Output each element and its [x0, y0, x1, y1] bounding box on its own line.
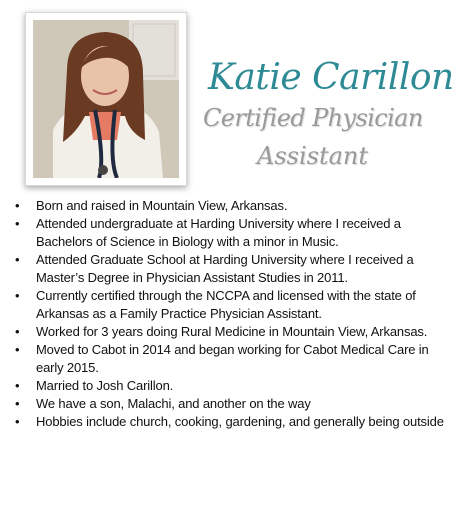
bio-item — [14, 377, 459, 395]
portrait-photo — [33, 20, 179, 178]
bio-item-text: Currently certified through the NCCPA and licensed with the state of Arkansas as a Family Practice Physician Assistant. — [36, 288, 416, 321]
bio-item — [14, 251, 459, 287]
bio-item — [14, 197, 459, 215]
bio-item-text: Born and raised in Mountain View, Arkansas. — [36, 198, 288, 213]
bio-list — [14, 197, 459, 431]
bio-item-text: Worked for 3 years doing Rural Medicine in Mountain View, Arkansas. — [36, 324, 428, 339]
bio-item-text: Married to Josh Carillon. — [36, 378, 174, 393]
bio-item-text: Hobbies include church, cooking, gardening, and generally being outside — [36, 414, 444, 429]
bio-item-text: Attended undergraduate at Harding University where I received a Bachelors of Science in Biology with a minor in Music. — [36, 216, 401, 249]
bullet-icon: • — [15, 414, 20, 429]
bio-item — [14, 287, 459, 323]
bullet-icon: • — [15, 324, 20, 339]
bullet-icon: • — [15, 342, 20, 357]
photo-frame — [25, 12, 187, 186]
bio-item — [14, 323, 459, 341]
bio-item-text: Moved to Cabot in 2014 and began working for Cabot Medical Care in early 2015. — [36, 342, 429, 375]
bullet-icon: • — [15, 378, 20, 393]
profile-title-line1: Certified Physician — [203, 104, 423, 132]
bullet-icon: • — [15, 288, 20, 303]
bullet-icon: • — [15, 198, 20, 213]
bio-item — [14, 413, 459, 431]
profile-name: Katie Carillon — [208, 57, 454, 98]
bio-item — [14, 215, 459, 251]
bio-item — [14, 395, 459, 413]
bullet-icon: • — [15, 396, 20, 411]
bio-item-text: We have a son, Malachi, and another on the way — [36, 396, 311, 411]
bio-item — [14, 341, 459, 377]
profile-title-line2: Assistant — [257, 142, 369, 170]
bullet-icon: • — [15, 216, 20, 231]
bio-item-text: Attended Graduate School at Harding University where I received a Master’s Degree in Physician Assistant Studies in 2011. — [36, 252, 414, 285]
bullet-icon: • — [15, 252, 20, 267]
